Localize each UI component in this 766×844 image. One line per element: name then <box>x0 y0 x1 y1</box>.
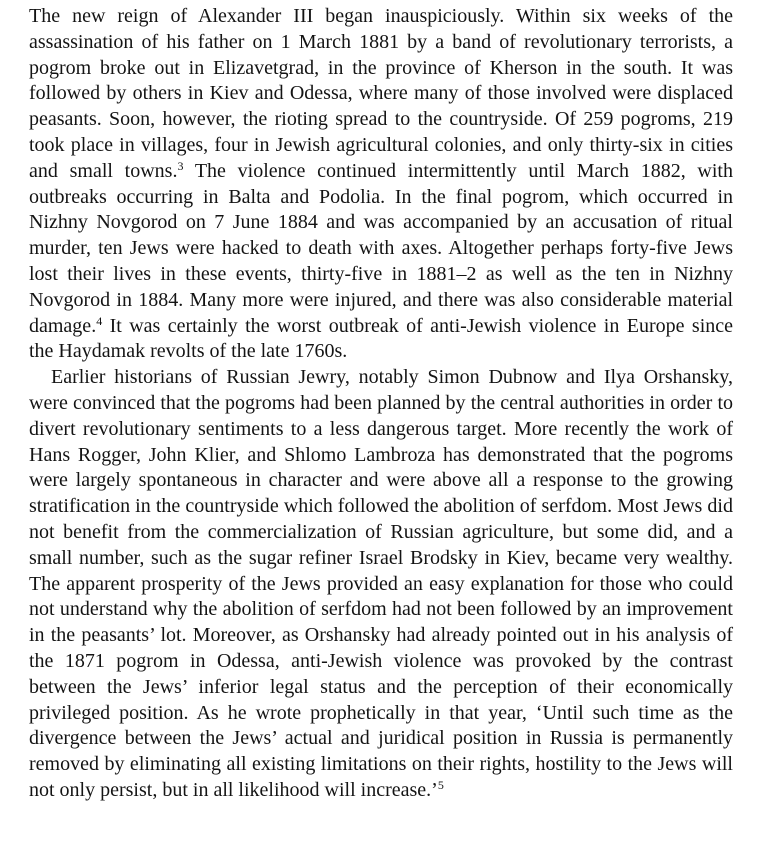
footnote-marker[interactable]: 5 <box>437 777 444 792</box>
paragraph <box>29 365 733 804</box>
document-page <box>29 4 733 804</box>
paragraph-text: The new reign of Alexander III began inauspiciously. Within six weeks of the assassination of his father on 1 March 1881 by a band of revolutionary terrorists, a pogrom broke out in Elizavetgrad, in the province of Kherson in the south. It was followed by others in Kiev and Odessa, where many of those involved were displaced peasants. Soon, however, the rioting spread to the countryside. Of 259 pogroms, 219 took place in villages, four in Jewish agricultural colonies, and only thirty-six in cities and small towns. <box>29 5 733 182</box>
paragraph-text: The violence continued intermittently until March 1882, with outbreaks occurring in Balta and Podolia. In the final pogrom, which occurred in Nizhny Novgorod on 7 June 1884 and was accompanied by an accusation of ritual murder, ten Jews were hacked to death with axes. Altogether perhaps forty-five Jews lost their lives in these events, thirty-five in 1881–2 as well as the ten in Nizhny Novgorod in 1884. Many more were injured, and there was also considerable material damage. <box>29 159 733 337</box>
footnote-marker[interactable]: 4 <box>96 313 103 328</box>
paragraph-text: It was certainly the worst outbreak of anti-Jewish violence in Europe since the Haydamak revolts of the late 1760s. <box>29 314 733 363</box>
paragraph-text: Earlier historians of Russian Jewry, notably Simon Dubnow and Ilya Orshansky, were convinced that the pogroms had been planned by the central authorities in order to divert revolutionary sentiments to a less dangerous target. More recently the work of Hans Rogger, John Klier, and Shlomo Lambroza has demonstrated that the pogroms were largely spontaneous in character and were above all a response to the growing stratification in the countryside which followed the abolition of serfdom. Most Jews did not benefit from the commercialization of Russian agriculture, but some did, and a small number, such as the sugar refiner Israel Brodsky in Kiev, became very wealthy. The apparent prosperity of the Jews provided an easy explanation for those who could not understand why the abolition of serfdom had not been followed by an improvement in the peasants’ lot. Moreover, as Orshansky had already pointed out in his analysis of the 1871 pogrom in Odessa, anti-Jewish violence was provoked by the contrast between the Jews’ inferior legal status and the perception of their economically privileged position. As he wrote prophetically in that year, ‘Until such time as the divergence between the Jews’ actual and juridical position in Russia is permanently removed by eliminating all existing limitations on their rights, hostility to the Jews will not only persist, but in all likelihood will increase.’ <box>29 366 733 801</box>
paragraph <box>29 4 733 365</box>
footnote-marker[interactable]: 3 <box>177 158 184 173</box>
